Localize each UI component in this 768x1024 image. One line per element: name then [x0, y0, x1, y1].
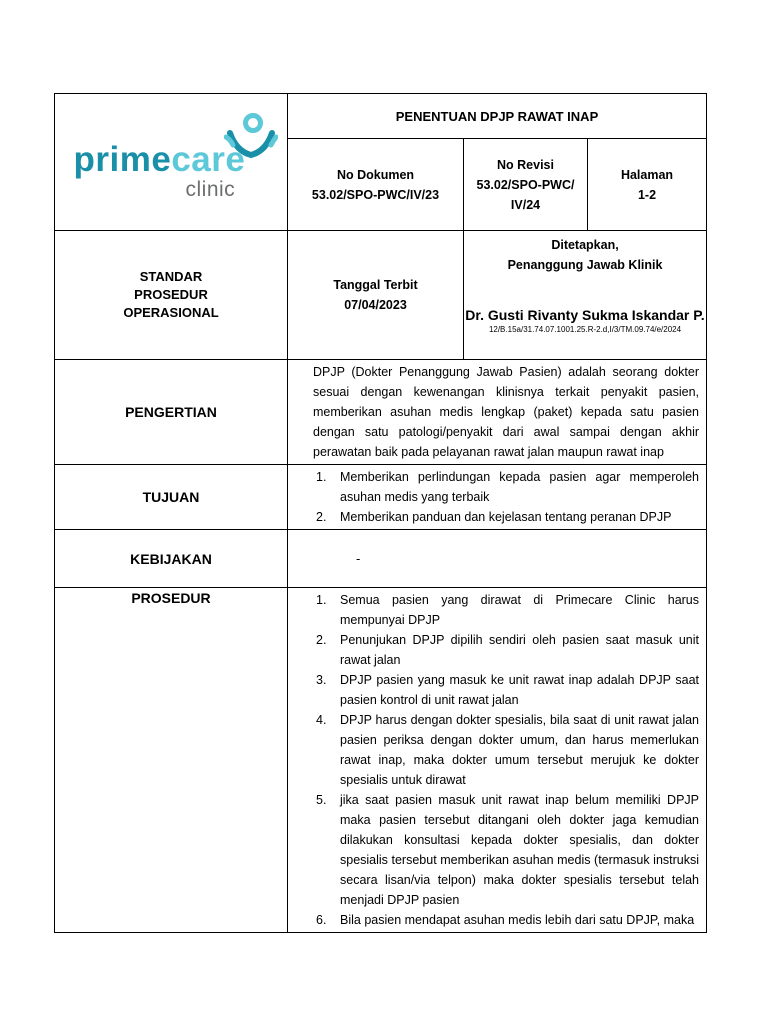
kebijakan-label: KEBIJAKAN — [55, 530, 288, 588]
page-cell — [588, 139, 707, 231]
list-item: 1. Semua pasien yang dirawat di Primecare Clinic harus mempunyai DPJP — [316, 593, 700, 627]
issue-date-cell — [288, 231, 464, 360]
approval-line2: Penanggung Jawab Klinik — [507, 258, 663, 272]
signer-registration: 12/B.15a/31.74.07.1001.25.R-2.d,I/3/TM.09.74/e/2024 — [488, 325, 682, 334]
brand-sub: clinic — [185, 177, 236, 201]
prosedur-content — [288, 588, 707, 933]
kebijakan-text: - — [356, 551, 361, 566]
brand-wordmark — [74, 140, 246, 180]
approval-cell — [464, 231, 707, 360]
revision-value-line2: IV/24 — [510, 197, 541, 212]
brand-name-prime: prime — [73, 139, 172, 179]
document-title: PENENTUAN DPJP RAWAT INAP — [288, 94, 707, 139]
signer-name: Dr. Gusti Rivanty Sukma Iskandar P. — [465, 307, 705, 323]
doc-number-label: No Dokumen — [336, 167, 415, 182]
list-item: 3. DPJP pasien yang masuk ke unit rawat inap adalah DPJP saat pasien kontrol di unit rawat jalan — [316, 673, 700, 707]
revision-value-line1: 53.02/SPO-PWC/ — [476, 177, 575, 192]
tujuan-list — [313, 467, 699, 527]
logo-cell — [55, 94, 288, 231]
list-item: 5. jika saat pasien masuk unit rawat inap belum memiliki DPJP maka pasien tersebut ditangani oleh dokter jaga kemudian dilakukan konsultasi kepada dokter spesialis, dan dokter spesialis tersebut memberikan asuhan medis (termasuk instruksi secara lisan/via telpon) maka dokter spesialis tersebut telah menjadi DPJP pasien — [316, 793, 700, 907]
tujuan-content — [288, 465, 707, 530]
list-item: 2. Memberikan panduan dan kejelasan tentang peranan DPJP — [316, 510, 672, 524]
page-label: Halaman — [620, 167, 674, 182]
prosedur-label: PROSEDUR — [55, 588, 288, 933]
doc-number-value: 53.02/SPO-PWC/IV/23 — [311, 187, 440, 202]
list-item: 2. Penunjukan DPJP dipilih sendiri oleh pasien saat masuk unit rawat jalan — [316, 633, 700, 667]
brand-name-care: care — [171, 139, 246, 179]
revision-cell — [464, 139, 588, 231]
sop-label-line1: STANDAR — [139, 269, 203, 284]
sop-label-line3: OPERASIONAL — [123, 305, 219, 320]
pengertian-label: PENGERTIAN — [55, 360, 288, 465]
list-item: 6. Bila pasien mendapat asuhan medis lebih dari satu DPJP, maka — [316, 913, 695, 927]
issue-date-value: 07/04/2023 — [344, 298, 407, 312]
list-item: 1. Memberikan perlindungan kepada pasien agar memperoleh asuhan medis yang terbaik — [316, 470, 700, 504]
approval-line1: Ditetapkan, — [551, 238, 619, 252]
issue-date-label: Tanggal Terbit — [333, 278, 418, 292]
sop-label-line2: PROSEDUR — [134, 287, 208, 302]
kebijakan-content — [288, 530, 707, 588]
clinic-logo — [64, 115, 279, 210]
pengertian-text: DPJP (Dokter Penanggung Jawab Pasien) adalah seorang dokter sesuai dengan kewenangan klinisnya terkait penyakit pasien, memberikan asuhan medis lengkap (paket) kepada satu pasien dengan satu patologi/penyakit dari awal sampai dengan akhir perawatan baik pada pelayanan rawat jalan maupun rawat inap — [288, 360, 707, 465]
revision-label: No Revisi — [497, 157, 554, 172]
tujuan-label: TUJUAN — [55, 465, 288, 530]
prosedur-list — [313, 590, 699, 930]
sop-document-table — [54, 93, 707, 933]
sop-label-cell — [55, 231, 288, 360]
doc-number-cell — [288, 139, 464, 231]
list-item: 4. DPJP harus dengan dokter spesialis, bila saat di unit rawat jalan pasien periksa dengan dokter umum, dan harus memerlukan rawat inap, maka dokter umum tersebut merujuk ke dokter spesialis untuk dirawat — [316, 713, 700, 787]
page-value: 1-2 — [637, 187, 657, 202]
